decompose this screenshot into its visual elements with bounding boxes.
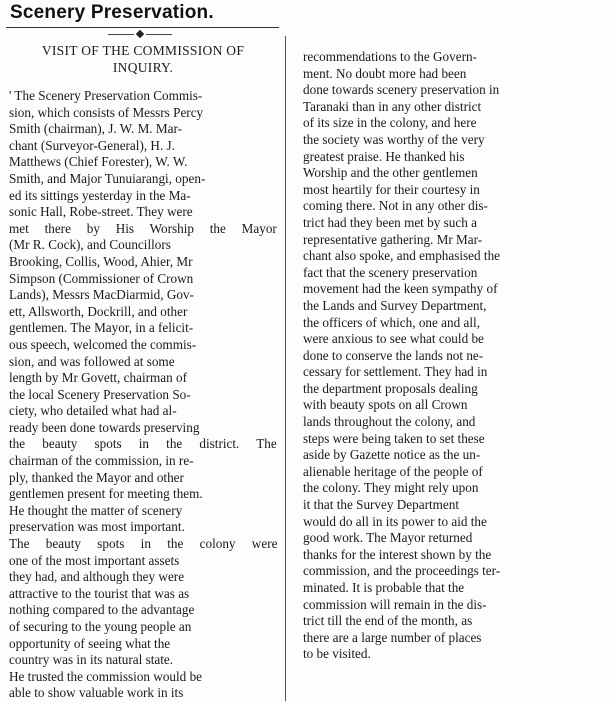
- text-line: representative gathering. Mr Mar-: [303, 231, 483, 247]
- text-line: Matthews (Chief Forester), W. W.: [9, 154, 188, 170]
- text-line: chairman of the commission, in re-: [9, 453, 194, 469]
- text-line: the society was worthy of the very: [303, 131, 485, 147]
- text-line: with beauty spots on all Crown: [303, 397, 468, 413]
- text-line: Brooking, Collis, Wood, Ahier, Mr: [9, 253, 193, 269]
- ornament-rule-right: [146, 34, 172, 35]
- text-line: recommendations to the Govern-: [303, 49, 477, 64]
- text-line: Lands), Messrs MacDiarmid, Gov-: [9, 287, 194, 303]
- text-line: the Lands and Survey Department,: [303, 297, 487, 313]
- column-divider: [285, 36, 286, 701]
- text-line: attractive to the tourist that was as: [9, 585, 190, 601]
- right-column-text: [303, 49, 600, 663]
- left-column-text: [9, 88, 277, 702]
- text-line: opportunity of seeing what the: [9, 635, 171, 651]
- text-line: the officers of which, one and all,: [303, 314, 480, 330]
- text-line: trict had they been met by such a: [303, 214, 477, 230]
- text-line: good work. The Mayor returned: [303, 530, 473, 546]
- article-headline: Scenery Preservation.: [10, 2, 214, 23]
- text-line: chant (Surveyor-General), H. J.: [9, 137, 175, 153]
- text-line: length by Mr Govett, chairman of: [9, 370, 187, 386]
- text-line: Taranaki than in any other district: [303, 98, 482, 114]
- text-line: cessary for settlement. They had in: [303, 364, 488, 380]
- text-line: would do all in its power to aid the: [303, 513, 487, 529]
- text-line: gentlemen. The Mayor, in a felicit-: [9, 320, 194, 336]
- text-line: ous speech, welcomed the commis-: [9, 336, 197, 352]
- text-line: of its size in the colony, and here: [303, 115, 477, 131]
- text-line: aside by Gazette notice as the un-: [303, 447, 481, 463]
- text-line: they had, and although they were: [9, 569, 185, 585]
- ornament-diamond: [136, 30, 144, 38]
- text-line: commission will remain in the dis-: [303, 596, 487, 612]
- text-line: the local Scenery Preservation So-: [9, 386, 191, 402]
- text-line: one of the most important assets: [9, 552, 180, 568]
- headline-rule: [6, 27, 279, 28]
- text-line: ment. No doubt more had been: [303, 65, 467, 81]
- text-line: greatest praise. He thanked his: [303, 148, 465, 164]
- subheadline-line: VISIT OF THE COMMISSION OF: [41, 43, 245, 58]
- text-line: gentlemen present for meeting them.: [9, 486, 203, 502]
- article-subheadline: [8, 42, 278, 76]
- text-line: able to show valuable work in its: [9, 685, 184, 701]
- text-line: ready been done towards preserving: [9, 419, 200, 435]
- text-line: ett, Allsworth, Dockrill, and other: [9, 303, 188, 319]
- text-line: Worship and the other gentlemen: [303, 165, 478, 181]
- text-line: preservation was most important.: [9, 519, 185, 535]
- text-line: steps were being taken to set these: [303, 430, 485, 446]
- text-line: Smith, and Major Tunuiarangi, open-: [9, 170, 206, 186]
- ornament-rule-left: [108, 34, 134, 35]
- text-line: alienable heritage of the people of: [303, 463, 483, 479]
- text-line: were anxious to see what could be: [303, 331, 484, 347]
- text-line: done to conserve the lands not ne-: [303, 347, 484, 363]
- text-line: the colony. They might rely upon: [303, 480, 479, 496]
- text-line: thanks for the interest shown by the: [303, 546, 492, 562]
- text-line: trict till the end of the month, as: [303, 613, 473, 629]
- text-line: coming there. Not in any other dis-: [303, 198, 488, 214]
- text-line: ' The Scenery Preservation Commis-: [9, 88, 203, 103]
- text-line: Simpson (Commissioner of Crown: [9, 270, 194, 286]
- text-line: the department proposals dealing: [303, 380, 478, 396]
- text-line: met there by His Worship the Mayor: [9, 220, 277, 236]
- text-line: sonic Hall, Robe-street. They were: [9, 204, 193, 220]
- text-line: done towards scenery preservation in: [303, 82, 500, 98]
- text-line: the beauty spots in the district. The: [9, 436, 277, 452]
- subheadline-line: INQUIRY.: [112, 60, 174, 75]
- text-line: of securing to the young people an: [9, 619, 192, 634]
- text-line: (Mr R. Cock), and Councillors: [9, 237, 171, 253]
- text-line: it that the Survey Department: [303, 497, 460, 513]
- text-line: there are a large number of places: [303, 629, 482, 645]
- text-line: nothing compared to the advantage: [9, 602, 195, 618]
- text-line: minated. It is probable that the: [303, 580, 465, 595]
- text-line: lands throughout the colony, and: [303, 414, 476, 430]
- text-line: commission, and the proceedings ter-: [303, 563, 501, 579]
- text-line: movement had the keen sympathy of: [303, 281, 498, 297]
- text-line: ciety, who detailed what had al-: [9, 403, 177, 419]
- text-line: sion, which consists of Messrs Percy: [9, 104, 204, 120]
- text-line: Smith (chairman), J. W. M. Mar-: [9, 121, 182, 137]
- text-line: He thought the matter of scenery: [9, 502, 183, 518]
- text-line: chant also spoke, and emphasised the: [303, 248, 501, 264]
- text-line: He trusted the commission would be: [9, 668, 203, 684]
- text-line: The beauty spots in the colony were: [9, 536, 277, 552]
- text-line: sion, and was followed at some: [9, 353, 175, 369]
- text-line: ply, thanked the Mayor and other: [9, 469, 184, 485]
- text-line: country was in its natural state.: [9, 652, 174, 668]
- text-line: to be visited.: [303, 646, 371, 662]
- text-line: most heartily for their courtesy in: [303, 181, 480, 197]
- text-line: fact that the scenery preservation: [303, 264, 478, 280]
- text-line: ed its sittings yesterday in the Ma-: [9, 187, 191, 203]
